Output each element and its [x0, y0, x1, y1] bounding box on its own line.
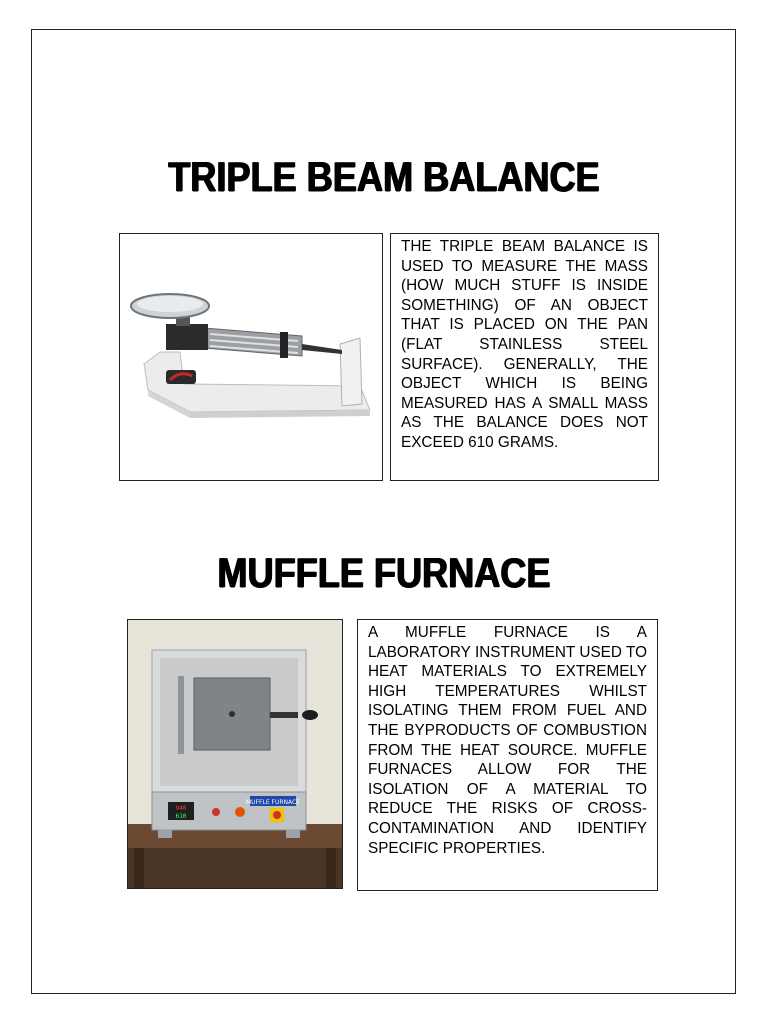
triple-beam-balance-image — [119, 233, 383, 481]
muffle-furnace-description-box — [357, 619, 658, 891]
display-top-value: 940 — [175, 805, 187, 812]
furnace-label-text: MUFFLE FURNACE — [246, 799, 300, 806]
muffle-furnace-description: A MUFFLE FURNACE IS A LABORATORY INSTRUMENT USED TO HEAT MATERIALS TO EXTREMELY HIGH TEMPERATURES WHILST ISOLATING THEM FROM FUEL AND THE BYPRODUCTS OF COMBUSTION FROM THE HEAT SOURCE. MUFFLE FURNACES ALLOW FOR THE ISOLATION OF A MATERIAL TO REDUCE THE RISKS OF CROSS-CONTAMINATION AND IDENTIFY SPECIFIC PROPERTIES. — [368, 624, 647, 857]
section-heading-muffle-furnace: MUFFLE FURNACE — [217, 549, 551, 596]
triple-beam-balance-description-box — [390, 233, 659, 481]
display-bottom-value: 610 — [175, 813, 187, 820]
muffle-furnace-image — [127, 619, 343, 889]
section-heading-triple-beam-balance: TRIPLE BEAM BALANCE — [168, 153, 600, 200]
triple-beam-balance-description: THE TRIPLE BEAM BALANCE IS USED TO MEASURE THE MASS (HOW MUCH STUFF IS INSIDE SOMETHING) OF AN OBJECT THAT IS PLACED ON THE PAN (FLAT STAINLESS STEEL SURFACE). GENERALLY, THE OBJECT WHICH IS BEING MEASURED HAS A SMALL MASS AS THE BALANCE DOES NOT EXCEED 610 GRAMS. — [401, 238, 648, 451]
